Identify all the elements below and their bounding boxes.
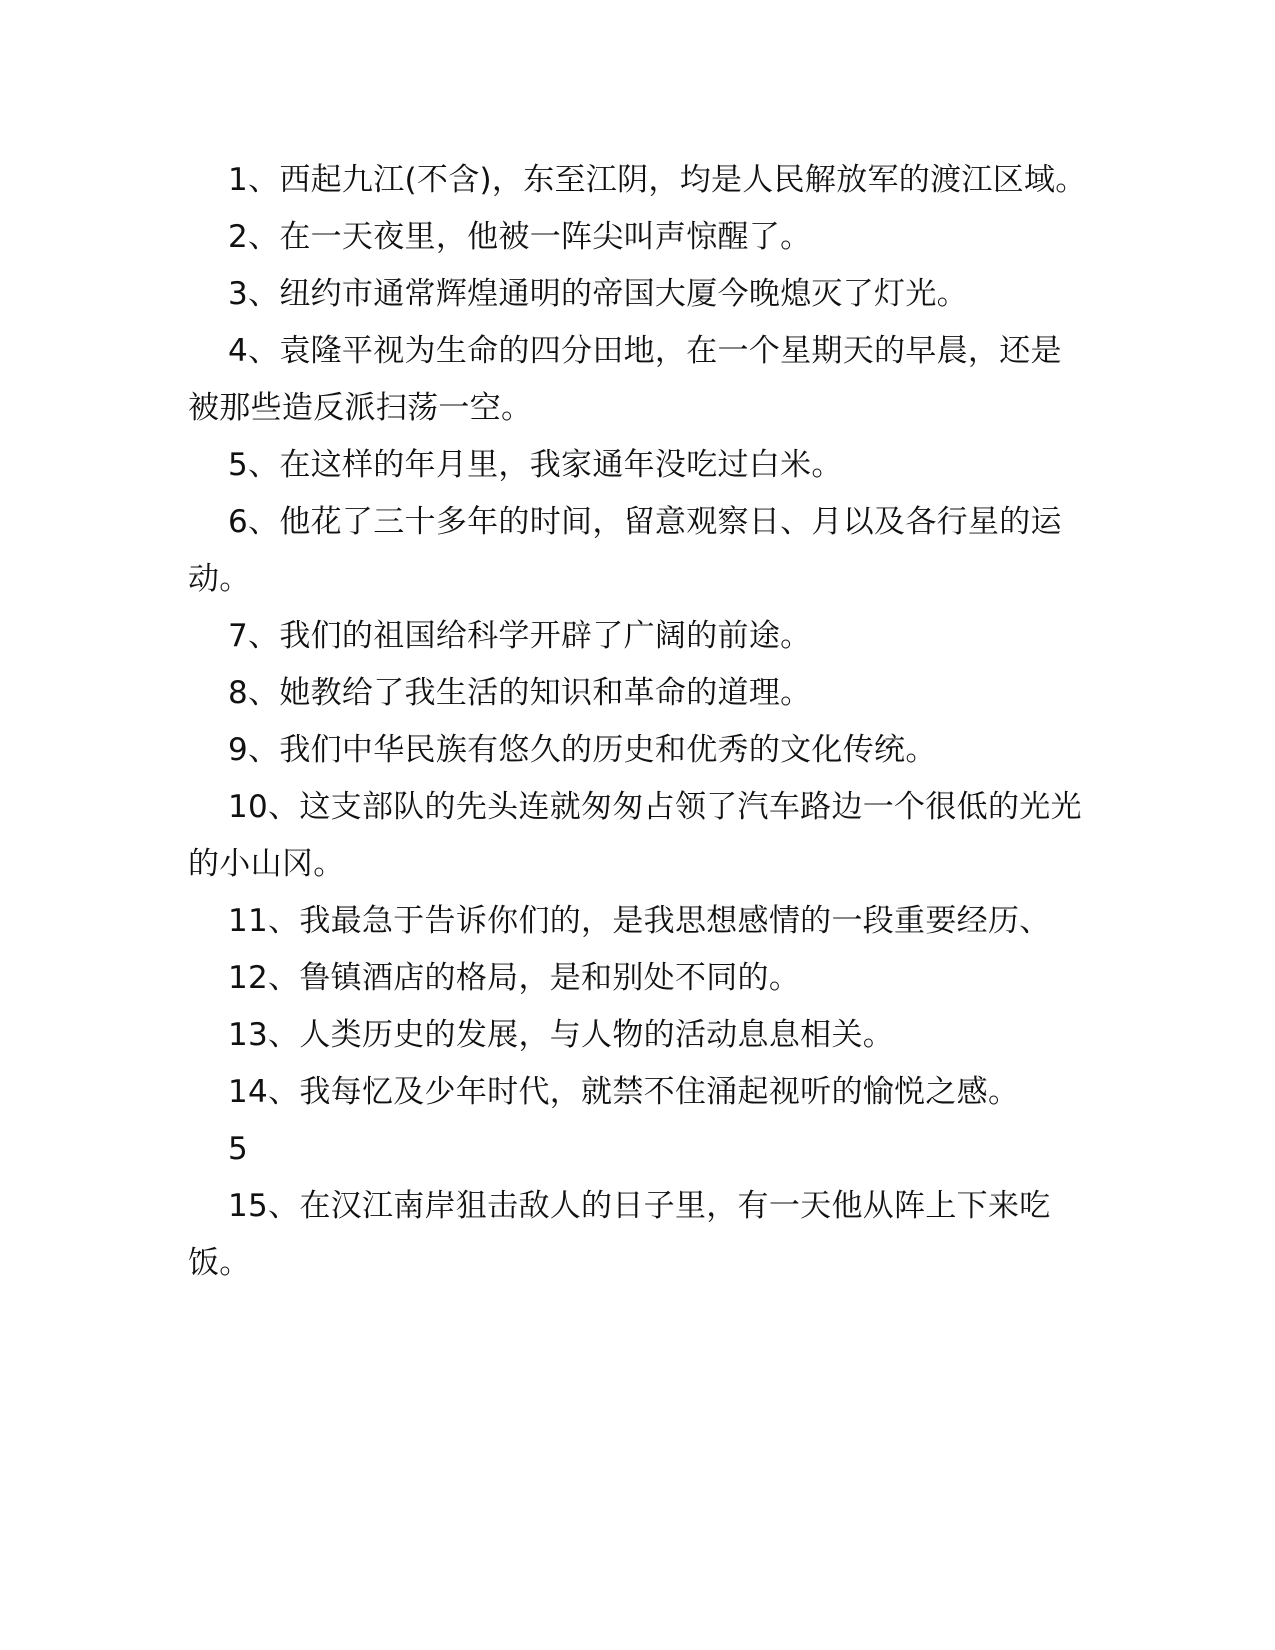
paragraph-14: 14、我每忆及少年时代，就禁不住涌起视听的愉悦之感。 xyxy=(228,1074,1020,1110)
paragraph-7: 7、我们的祖国给科学开辟了广阔的前途。 xyxy=(228,618,812,654)
paragraph-4: 4、袁隆平视为生命的四分田地，在一个星期天的早晨，还是被那些造反派扫荡一空。 xyxy=(188,333,1062,426)
paragraph-1: 1、西起九江(不含)，东至江阴，均是人民解放军的渡江区域。 xyxy=(228,162,1087,198)
paragraph-5: 5、在这样的年月里，我家通年没吃过白米。 xyxy=(228,447,843,483)
paragraph-12: 12、鲁镇酒店的格局，是和别处不同的。 xyxy=(228,960,801,996)
stray-number-line: 5 xyxy=(228,1131,249,1167)
document-body xyxy=(188,152,1088,1292)
paragraph-15: 15、在汉江南岸狙击敌人的日子里，有一天他从阵上下来吃饭。 xyxy=(188,1188,1051,1281)
paragraph-10: 10、这支部队的先头连就匆匆占领了汽车路边一个很低的光光的小山冈。 xyxy=(188,789,1082,882)
paragraph-11: 11、我最急于告诉你们的，是我思想感情的一段重要经历、 xyxy=(228,903,1051,939)
paragraph-3: 3、纽约市通常辉煌通明的帝国大厦今晚熄灭了灯光。 xyxy=(228,276,968,312)
paragraph-8: 8、她教给了我生活的知识和革命的道理。 xyxy=(228,675,812,711)
paragraph-13: 13、人类历史的发展，与人物的活动息息相关。 xyxy=(228,1017,895,1053)
paragraph-2: 2、在一天夜里，他被一阵尖叫声惊醒了。 xyxy=(228,219,812,255)
paragraph-6: 6、他花了三十多年的时间，留意观察日、月以及各行星的运动。 xyxy=(188,504,1062,597)
paragraph-9: 9、我们中华民族有悠久的历史和优秀的文化传统。 xyxy=(228,732,937,768)
